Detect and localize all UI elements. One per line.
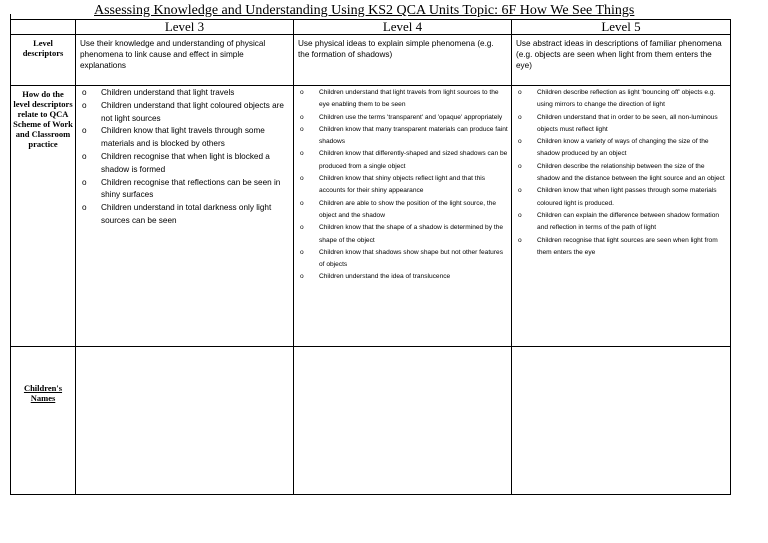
list-item: o Children understand in total darkness only light sources can be seen — [79, 202, 290, 228]
row-label-practice: How do the level descriptors relate to QCA Scheme of Work and Classroom practice — [11, 86, 76, 347]
list-item: o Children are able to show the position of the light source, the object and the shadow — [297, 198, 508, 223]
criteria-list-level-5 — [512, 86, 730, 259]
corner-cell — [11, 20, 76, 35]
list-item: o Children can explain the difference between shadow formation and reflection in terms of the path of light — [515, 210, 727, 235]
names-cell-level-5[interactable] — [512, 347, 731, 495]
list-item: o Children recognise that reflections can be seen in shiny surfaces — [79, 177, 290, 203]
list-item: o Children recognise that when light is blocked a shadow is formed — [79, 151, 290, 177]
list-item: o Children know that the shape of a shadow is determined by the shape of the object — [297, 222, 508, 247]
list-item: o Children know that when light passes through some materials coloured light is produced. — [515, 185, 727, 210]
descriptor-level-3: Use their knowledge and understanding of physical phenomena to link cause and effect in simple explanations — [76, 35, 294, 86]
list-item: o Children recognise that light sources are seen when light from them enters the eye — [515, 235, 727, 260]
column-header-level-3: Level 3 — [76, 20, 294, 35]
page-title: Assessing Knowledge and Understanding Using KS2 QCA Units Topic: 6F How We See Things — [94, 3, 635, 18]
list-item: o Children understand that light coloured objects are not light sources — [79, 100, 290, 126]
header-row — [11, 20, 731, 35]
criteria-list-level-3 — [76, 86, 293, 228]
criteria-list-level-4 — [294, 86, 511, 284]
column-header-level-4: Level 4 — [294, 20, 512, 35]
list-item: o Children understand that in order to be seen, all non-luminous objects must reflect light — [515, 112, 727, 137]
list-item: o Children know that many transparent materials can produce faint shadows — [297, 124, 508, 149]
descriptors-row — [11, 35, 731, 86]
list-item: o Children know a variety of ways of changing the size of the shadow produced by an object — [515, 136, 727, 161]
list-item: o Children use the terms 'transparent' and 'opaque' appropriately — [297, 112, 508, 124]
list-item: o Children know that light travels through some materials and is blocked by others — [79, 125, 290, 151]
list-item: o Children know that differently-shaped and sized shadows can be produced from a single object — [297, 148, 508, 173]
row-label-names: Children's Names — [11, 347, 76, 495]
list-item: o Children know that shiny objects reflect light and that this accounts for their shiny appearance — [297, 173, 508, 198]
list-item: o Children describe reflection as light 'bouncing off' objects e.g. using mirrors to change the direction of light — [515, 87, 727, 112]
names-cell-level-3[interactable] — [76, 347, 294, 495]
descriptor-level-4: Use physical ideas to explain simple phenomena (e.g. the formation of shadows) — [294, 35, 512, 86]
descriptor-level-5: Use abstract ideas in descriptions of familiar phenomena (e.g. objects are seen when light from them enters the eye) — [512, 35, 731, 86]
list-item: o Children know that shadows show shape but not other features of objects — [297, 247, 508, 272]
list-item: o Children describe the relationship between the size of the shadow and the distance between the light source and an object — [515, 161, 727, 186]
names-row — [11, 347, 731, 495]
row-label-descriptors: Level descriptors — [11, 35, 76, 86]
column-header-level-5: Level 5 — [512, 20, 731, 35]
criteria-level-3-cell — [76, 86, 294, 347]
practice-row — [11, 86, 731, 347]
assessment-table — [10, 19, 731, 495]
criteria-level-5-cell — [512, 86, 731, 347]
list-item: o Children understand the idea of translucence — [297, 271, 508, 283]
criteria-level-4-cell — [294, 86, 512, 347]
names-cell-level-4[interactable] — [294, 347, 512, 495]
list-item: o Children understand that light travels — [79, 87, 290, 100]
list-item: o Children understand that light travels from light sources to the eye enabling them to be seen — [297, 87, 508, 112]
